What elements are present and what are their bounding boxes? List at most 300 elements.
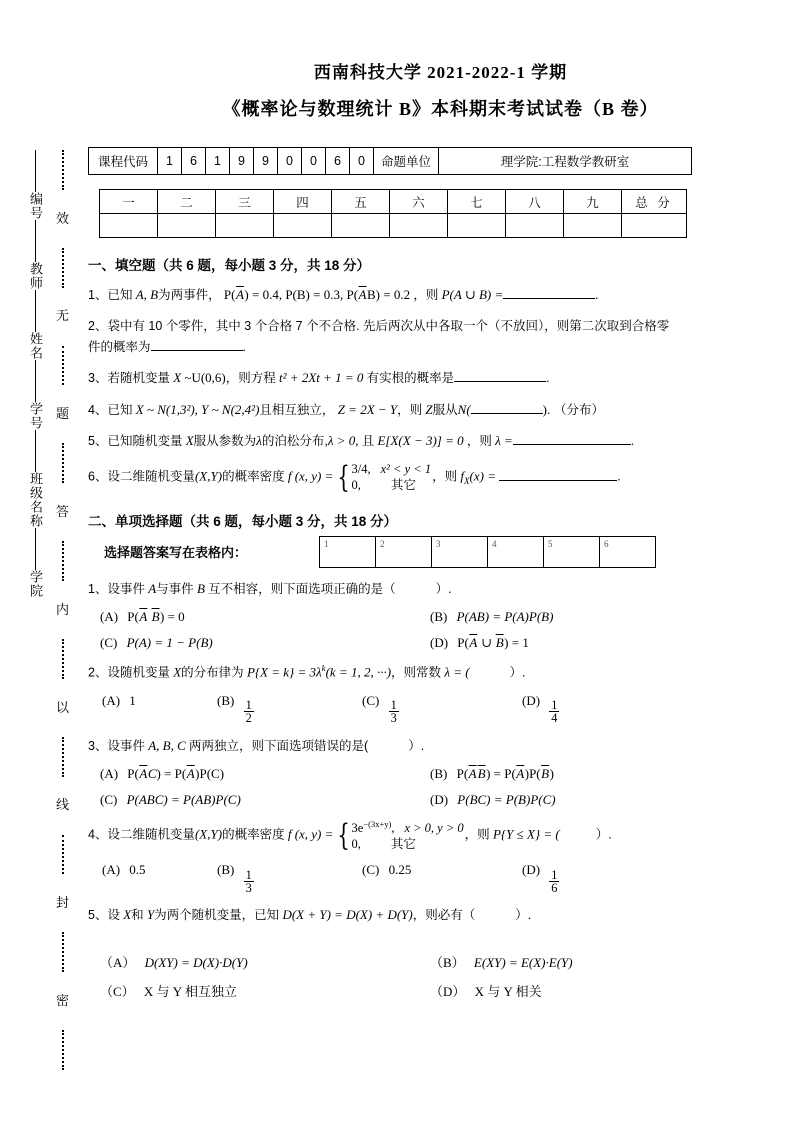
q1-prob-1-pre: P( [223, 287, 236, 302]
mc-q3-number: 3、 [88, 738, 108, 753]
option-tag: (C) [100, 634, 118, 650]
option-tag: (D) [430, 791, 449, 807]
option-text: 0.25 [388, 862, 412, 878]
score-entry-cell[interactable] [448, 214, 506, 238]
mc-q1-stem-end: ）. [435, 581, 452, 596]
mc-q4-option-c[interactable] [362, 862, 522, 894]
score-col-5: 五 [332, 190, 390, 214]
mc-q4-case1-comma: , [391, 821, 395, 836]
mc-q2-option-c[interactable] [362, 693, 522, 725]
seal-dotted-line [62, 932, 64, 972]
answer-cell-1[interactable]: 1 [320, 536, 376, 567]
fraction-denominator: 4 [551, 711, 558, 726]
score-col-6: 六 [390, 190, 448, 214]
sidebar-label-xingming: 姓名 [28, 332, 43, 360]
mc-q1-option-a[interactable] [100, 609, 430, 625]
mc-q2-stem-c: ，则常数 [391, 665, 442, 680]
q4-x-dist: X ~ N(1,3²) [135, 401, 195, 417]
q5-text-1: 已知随机变量 [107, 433, 183, 448]
mc-q4-case1-value: 3e [351, 821, 364, 836]
piecewise-rows [352, 462, 432, 493]
score-col-7: 七 [448, 190, 506, 214]
option-text: P(A) = 1 − P(B) [126, 634, 213, 650]
q4-answer-blank[interactable] [471, 413, 543, 414]
seal-dotted-line [62, 835, 64, 875]
mc-q2-law-exponent: k [321, 662, 326, 673]
mc-q5-option-a[interactable] [100, 952, 430, 971]
mc-q3-stem-a: 设事件 [107, 738, 145, 753]
course-code-digit: 6 [182, 148, 206, 175]
seal-dotted-line [62, 150, 64, 190]
mc-q4-stem-a: 设二维随机变量 [107, 827, 195, 842]
q4-text-3: ，则 [397, 402, 423, 417]
fraction-denominator: 3 [390, 711, 397, 726]
mc-q4-option-a[interactable] [102, 862, 217, 894]
mc-q2-lambda: λ = ( [444, 664, 470, 680]
q5-number: 5、 [88, 433, 108, 448]
exam-title-line1: 西南科技大学 2021-2022-1 学期 [313, 63, 568, 82]
fraction-numerator: 1 [390, 697, 397, 712]
answer-cell-2[interactable]: 2 [376, 536, 432, 567]
option-tag: (B) [430, 765, 448, 781]
fill-question-2 [88, 316, 793, 357]
mc-q5-stem-d: ，则必有（ [412, 908, 476, 923]
option-fraction [244, 699, 254, 725]
q3-answer-blank[interactable] [454, 381, 546, 382]
seal-dotted-line [62, 737, 64, 777]
mc-q4-stem-end: ）. [595, 827, 612, 842]
q5-expectation: E[X(X − 3)] = 0 [377, 432, 464, 448]
q6-case2-value: 0, [351, 477, 361, 492]
fill-question-5 [88, 431, 793, 451]
q4-z-def: Z = 2X − Y [337, 401, 398, 417]
option-tag: （B） [430, 954, 465, 970]
q5-text-2: 服从参数为 [193, 433, 257, 448]
q3-equation: t² + 2Xt + 1 = 0 [279, 370, 364, 386]
mc-q3-stem-b: 两两独立，则下面选项错误的是( [189, 738, 369, 753]
seal-dotted-line [62, 639, 64, 679]
option-text: P(AB) = P(A)P(B) [456, 608, 554, 624]
seal-dotted-line [62, 346, 64, 386]
mc-q2-law-range: (k = 1, 2, ···) [325, 664, 392, 680]
fraction-denominator: 2 [245, 711, 252, 726]
option-tag: (C) [100, 791, 118, 807]
option-text: $P(\overline{A}$ ∪ $\overline{B}) = 1$ [457, 634, 529, 650]
sidebar-label-bianhao: 编号 [28, 192, 43, 220]
mc-q3-options [88, 766, 793, 808]
score-col-4: 四 [274, 190, 332, 214]
table-row [89, 148, 692, 175]
q2-line-2-wrap [88, 337, 793, 357]
course-code-digit: 0 [278, 148, 302, 175]
score-entry-cell[interactable] [216, 214, 274, 238]
q2-line-1: 袋中有 10 个零件，其中 3 个合格 7 个不合格. 先后两次从中各取一个（不放回），则第二次取到合格零 [107, 319, 670, 334]
seal-dotted-line [62, 443, 64, 483]
score-entry-cell[interactable] [564, 214, 622, 238]
score-table-header-row [100, 190, 687, 214]
q6-answer-blank[interactable] [499, 480, 617, 481]
piecewise-row [352, 819, 464, 837]
score-entry-cell[interactable] [100, 214, 158, 238]
q4-normal-close: ) [542, 401, 547, 417]
mc-q2-options [88, 693, 793, 725]
answer-cell-3[interactable]: 3 [432, 536, 488, 567]
mc-q4-density-fn: f (x, y) = [287, 826, 334, 842]
option-text: 1 [129, 692, 136, 708]
mc-q3-option-d[interactable] [430, 792, 793, 808]
seal-char-item [56, 581, 69, 639]
option-tag: （C） [100, 983, 135, 999]
q5-end: . [630, 432, 635, 448]
score-entry-cell[interactable] [506, 214, 564, 238]
option-fraction [549, 699, 559, 725]
choice-answer-label: 选择题答案写在表格内： [104, 545, 248, 560]
mc-q2-option-b[interactable] [217, 693, 362, 725]
mc-q5-number: 5、 [88, 908, 108, 923]
mc-q4-option-b[interactable] [217, 862, 362, 894]
fraction-denominator: 3 [245, 881, 252, 896]
piecewise-brace: { [337, 817, 351, 853]
q6-end: . [617, 468, 621, 484]
option-tag: (B) [217, 692, 235, 708]
q3-distribution: ~U(0,6) [184, 370, 226, 386]
seal-char-da: 答 [56, 504, 70, 520]
q4-text-2: 且相互独立， [259, 402, 335, 417]
q5-answer-blank[interactable] [513, 444, 631, 445]
choice-question-1 [88, 579, 793, 599]
mc-q5-option-b[interactable] [430, 952, 793, 971]
choice-question-5 [88, 905, 793, 925]
q4-end: . （分布） [547, 402, 604, 417]
q6-case1-condition: x² < y < 1 [380, 462, 432, 477]
sidebar-rule [35, 150, 36, 192]
fraction-numerator: 1 [551, 697, 558, 712]
q4-y-dist: Y ~ N(2,4²) [201, 401, 260, 417]
mc-q4-probability: P{Y ≤ X} = ( [492, 826, 560, 842]
q4-number: 4、 [88, 402, 108, 417]
q6-marginal-arg: (x) = [469, 468, 496, 484]
seal-char-nei: 内 [56, 601, 70, 617]
option-text: P(BC) = P(B)P(C) [457, 791, 556, 807]
mc-q1-stem-b: 与事件 [156, 581, 194, 596]
q1-comma: , [143, 287, 147, 302]
option-tag: (A) [100, 608, 119, 624]
mc-q2-law: P{X = k} = 3λ [246, 664, 322, 680]
option-fraction [244, 869, 254, 895]
score-entry-cell-total[interactable] [622, 214, 687, 238]
q3-variable: X [173, 370, 182, 386]
piecewise-row [352, 478, 432, 494]
option-text: 0.5 [129, 862, 146, 878]
q6-random-vector: (X,Y) [194, 468, 223, 484]
exam-content [88, 0, 793, 1122]
sidebar-label-item [26, 430, 45, 528]
choice-question-2 [88, 662, 793, 683]
seal-char-feng: 封 [56, 895, 70, 911]
mc-q1-options [88, 609, 793, 651]
q6-marginal-sub: X [463, 476, 470, 487]
option-tag: (B) [217, 862, 235, 878]
q1-prob-4: P(A ∪ B) = [441, 287, 504, 302]
seal-dotted-line [62, 1030, 64, 1070]
option-tag: （D） [430, 983, 466, 999]
score-table [99, 189, 687, 238]
q1-event-b: B [150, 287, 159, 302]
seal-char-item [56, 288, 69, 346]
seal-char-xiao: 效 [56, 210, 70, 226]
fraction-denominator: 6 [551, 881, 558, 896]
q4-normal-open: N( [457, 401, 471, 417]
q6-density-fn: f (x, y) = [287, 468, 334, 484]
seal-dotted-line [62, 541, 64, 581]
q1-prob-3-post: B) = 0.2 [366, 287, 411, 302]
q1-answer-blank[interactable] [503, 298, 595, 299]
q1-prob-3-pre: P( [346, 287, 359, 302]
option-tag: (A) [100, 765, 119, 781]
mc-q5-var-y: Y [146, 907, 155, 923]
fill-question-4: 4、已知 X ~ N(1,3²), Y ~ N(2,4²)且相互独立， Z = 2X − Y，则 Z服从N( ). （分布） [88, 401, 604, 417]
mc-q5-var-x: X [123, 907, 132, 923]
q3-text-2: ，则方程 [225, 371, 276, 386]
mc-q4-options [88, 862, 793, 894]
seal-char-item [56, 190, 69, 248]
option-tag: (B) [430, 608, 448, 624]
answer-cell-4[interactable]: 4 [488, 536, 544, 567]
q4-text-1: 已知 [107, 402, 133, 417]
seal-char-ti: 题 [56, 406, 70, 422]
mc-q2-option-d[interactable] [522, 693, 793, 725]
q1-text-3: ，则 [413, 288, 439, 302]
mc-q1-stem-c: 互不相容，则下面选项正确的是（ [208, 581, 396, 596]
course-code-digit: 0 [350, 148, 374, 175]
sidebar-label-xuehao: 学号 [28, 402, 43, 430]
sidebar-label-item [26, 360, 45, 430]
option-text: X 与 Y 相互独立 [143, 983, 237, 999]
mc-q1-stem-a: 设事件 [107, 581, 145, 596]
q6-case1-value: 3/4, [351, 462, 371, 477]
seal-char-mi: 密 [56, 993, 70, 1008]
q2-end: . [242, 338, 246, 354]
mc-q4-number: 4、 [88, 827, 108, 842]
seal-char-item [56, 874, 69, 932]
option-fraction [549, 869, 559, 895]
q5-lambda-eq: λ = [495, 432, 513, 448]
sidebar-label-column [26, 150, 45, 1070]
piecewise-rows [352, 819, 464, 852]
fraction-numerator: 1 [551, 867, 558, 882]
q2-line-2: 件的概率为 [88, 339, 151, 354]
seal-char-item [56, 385, 69, 443]
q6-text-1: 设二维随机变量 [107, 469, 195, 484]
sidebar-rule [35, 360, 36, 402]
seal-char-item [56, 483, 69, 541]
option-text: X 与 Y 相关 [474, 983, 542, 999]
course-code-digit: 6 [326, 148, 350, 175]
score-entry-cell[interactable] [158, 214, 216, 238]
mc-q5-equation: D(X + Y) = D(X) + D(Y) [282, 907, 413, 923]
fraction-numerator: 1 [245, 867, 252, 882]
answer-cell-6[interactable]: 6 [600, 536, 656, 567]
answer-cell-5[interactable]: 5 [544, 536, 600, 567]
fraction-numerator: 1 [245, 697, 252, 712]
section-2-heading: 二、单项选择题（共 6 题，每小题 3 分，共 18 分） [88, 513, 398, 529]
q6-text-2: 的概率密度 [222, 469, 285, 484]
mc-q4-case1-condition: x > 0, y > 0 [404, 821, 464, 836]
q1-prob-1-bar: $\overline{A}$ [235, 287, 244, 302]
option-tag: (D) [522, 862, 541, 878]
q1-prob-1-post: ) = 0.4 [244, 287, 279, 302]
mc-q3-stem-end: ）. [408, 738, 425, 753]
option-tag: (D) [522, 692, 541, 708]
sidebar-rule [35, 430, 36, 472]
choice-question-4 [88, 819, 793, 852]
mc-q4-case2-value: 0, [351, 836, 361, 851]
q1-end: . [595, 287, 599, 302]
mc-q5-stem-a: 设 [107, 908, 120, 923]
option-tag: (A) [102, 692, 121, 708]
score-col-8: 八 [506, 190, 564, 214]
q6-number: 6、 [88, 469, 108, 484]
mc-q4-stem-c: ，则 [464, 827, 490, 842]
q5-variable: X [185, 432, 194, 448]
option-text: P(ABC) = P(AB)P(C) [126, 791, 241, 807]
mc-q2-number: 2、 [88, 665, 108, 680]
mc-q4-case1-exponent: −(3x+y) [363, 818, 392, 829]
course-code-digit: 1 [206, 148, 230, 175]
mc-q4-stem-b: 的概率密度 [222, 827, 285, 842]
q6-text-3: ，则 [432, 469, 458, 484]
q1-number: 1、 [88, 288, 108, 302]
mc-q1-number: 1、 [88, 581, 108, 596]
sidebar-seal-column [56, 150, 69, 1070]
score-col-2: 二 [158, 190, 216, 214]
piecewise-row [352, 837, 464, 853]
mc-q2-stem-b: 的分布律为 [181, 665, 244, 680]
mc-q2-stem-a: 设随机变量 [107, 665, 170, 680]
score-col-9: 九 [564, 190, 622, 214]
mc-q1-option-b[interactable] [430, 609, 793, 625]
mc-q3-option-c[interactable] [100, 792, 430, 808]
proposing-unit-label: 命题单位 [374, 148, 439, 175]
option-text: $P(\overline{A}\overline{B}) = P(\overline{A})P(\overline{B})$ [456, 765, 554, 781]
q2-answer-blank[interactable] [151, 350, 243, 351]
fill-question-3 [88, 368, 793, 388]
option-tag: (D) [430, 634, 449, 650]
q6-case2-condition: 其它 [390, 477, 416, 492]
course-code-label: 课程代码 [89, 148, 158, 175]
sidebar-rule [35, 528, 36, 570]
q4-z-var: Z [425, 401, 433, 417]
fill-question-6 [88, 460, 793, 496]
choice-answer-table [319, 536, 656, 568]
mc-q3-option-b[interactable] [430, 766, 793, 782]
q3-end: . [546, 370, 550, 386]
mc-q5-option-d[interactable] [430, 981, 793, 1000]
seal-char-yi: 以 [56, 699, 70, 715]
score-entry-cell[interactable] [332, 214, 390, 238]
q4-text-4: 服从 [432, 402, 458, 417]
sidebar-label-xueyuan: 学院 [28, 570, 43, 598]
piecewise-brace: { [337, 460, 351, 496]
mc-q2-stem-end: ）. [509, 665, 526, 680]
mc-q1-event-a: A [148, 580, 157, 596]
score-col-3: 三 [216, 190, 274, 214]
q5-lambda: λ [256, 432, 262, 448]
sidebar-rule [35, 290, 36, 332]
mc-q2-variable: X [173, 664, 182, 680]
q5-text-3: 的泊松分布, [261, 433, 328, 448]
mc-q1-option-d[interactable] [430, 635, 793, 651]
score-entry-cell[interactable] [390, 214, 448, 238]
mc-q1-event-b: B [196, 580, 205, 596]
course-code-table [88, 147, 692, 175]
course-code-digit: 9 [254, 148, 278, 175]
sidebar-rule [35, 220, 36, 262]
exam-title-line2: 《概率论与数理统计 B》本科期末考试试卷（B 卷） [222, 99, 659, 119]
option-text: D(XY) = D(X)·D(Y) [144, 954, 248, 970]
q1-prob-3-bar: $\overline{A}$ [358, 287, 367, 302]
mc-q3-option-a[interactable] [100, 766, 430, 782]
course-code-digit: 9 [230, 148, 254, 175]
option-tag: （A） [100, 954, 136, 970]
option-text: $P(\overline{A}$ $\overline{B}) = 0$ [127, 608, 185, 624]
mc-q2-option-a[interactable] [102, 693, 217, 725]
seal-char-item [56, 679, 69, 737]
q1-prob-2: P(B) = 0.3 [285, 287, 340, 302]
mc-q4-option-d[interactable] [522, 862, 793, 894]
sidebar-label-banji: 班级名称 [28, 472, 43, 528]
seal-char-item [56, 972, 69, 1030]
section-1-heading: 一、填空题（共 6 题，每小题 3 分，共 18 分） [88, 258, 371, 273]
score-col-total: 总 分 [622, 190, 687, 214]
choice-question-3 [88, 736, 793, 756]
piecewise-row [352, 462, 432, 478]
fill-question-1: 1、已知 A, B为两事件， $P(\overline{A}) = 0.4$, P(B) = 0.3, $P(\overline{A}B) = 0.2$ ，则 P(A ∪ B) = . [88, 287, 599, 302]
q5-lambda-cond: λ > 0, [327, 432, 359, 448]
option-tag: (A) [102, 862, 121, 878]
option-text: E(XY) = E(X)·E(Y) [473, 954, 573, 970]
sidebar-label-item [26, 290, 45, 360]
q6-piecewise [334, 460, 432, 496]
mc-q5-option-c[interactable] [100, 981, 430, 1000]
seal-char-wu: 无 [56, 308, 70, 324]
course-code-digit: 0 [302, 148, 326, 175]
mc-q1-option-c[interactable] [100, 635, 430, 651]
seal-char-xian: 线 [56, 797, 70, 813]
q2-number: 2、 [88, 319, 108, 334]
sidebar-label-item [26, 150, 45, 220]
q1-text-1: 已知 [107, 288, 133, 302]
q5-text-4: 且 [361, 433, 375, 448]
q5-text-5: ，则 [466, 433, 492, 448]
seal-char-item [56, 777, 69, 835]
mc-q4-random-vector: (X,Y) [194, 826, 223, 842]
score-col-1: 一 [100, 190, 158, 214]
proposing-unit-value: 理学院:工程数学教研室 [439, 148, 692, 175]
sidebar-label-item [26, 220, 45, 290]
q6-marginal-f: f [460, 468, 464, 484]
option-text: $P(\overline{A}C) = P(\overline{A})P(C)$ [127, 765, 225, 781]
score-entry-cell[interactable] [274, 214, 332, 238]
mc-q5-stem-c: 为两个随机变量，已知 [154, 908, 280, 923]
choice-answer-row [88, 536, 793, 568]
mc-q4-case2-condition: 其它 [390, 836, 416, 851]
option-tag: (C) [362, 692, 380, 708]
exam-title-block [88, 0, 793, 121]
course-code-digit: 1 [158, 148, 182, 175]
mc-q5-options [88, 952, 793, 1000]
score-table-entry-row [100, 214, 687, 238]
